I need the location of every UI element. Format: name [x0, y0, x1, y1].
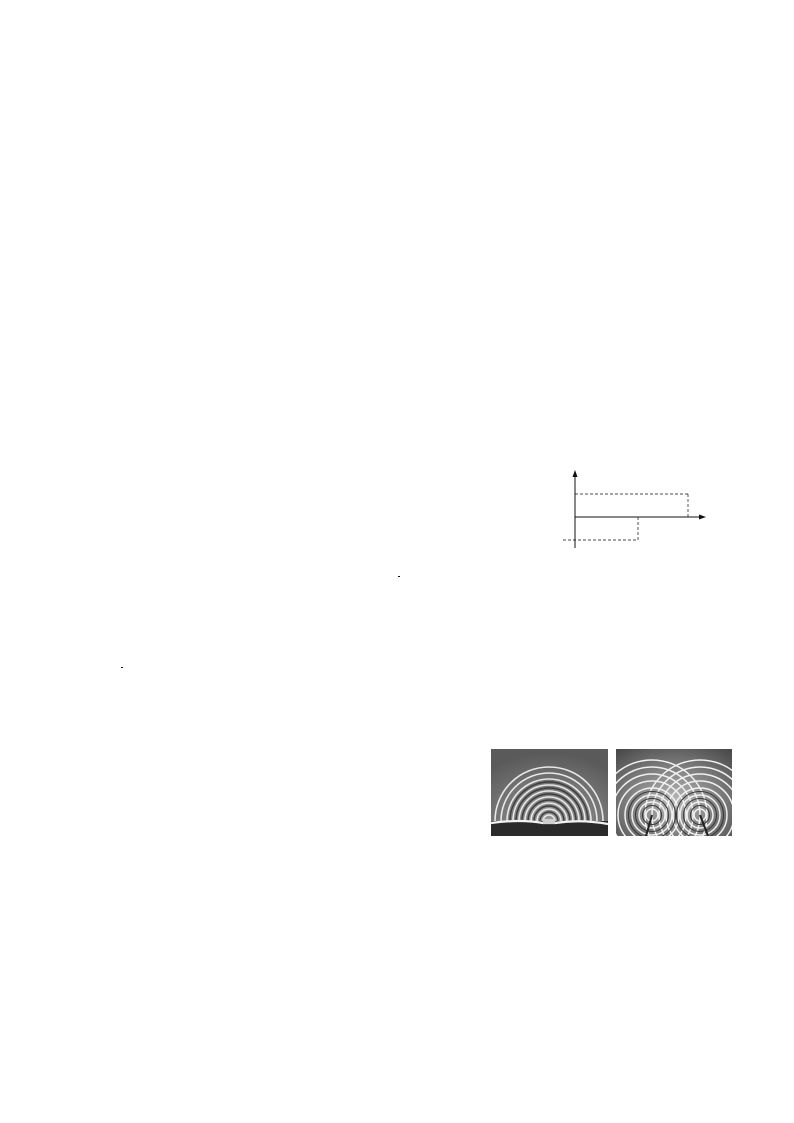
q4-fraction: [121, 667, 123, 668]
q4-frac-num: [121, 667, 123, 668]
q3-option-b: [397, 560, 401, 592]
q4-stem-line2: [120, 652, 124, 682]
ripple-image-a: [491, 749, 608, 836]
vibration-graph: [553, 468, 738, 552]
q3-frac-num: [398, 576, 400, 577]
q3-fraction: [398, 576, 400, 577]
ripple-image-b: [616, 749, 732, 836]
